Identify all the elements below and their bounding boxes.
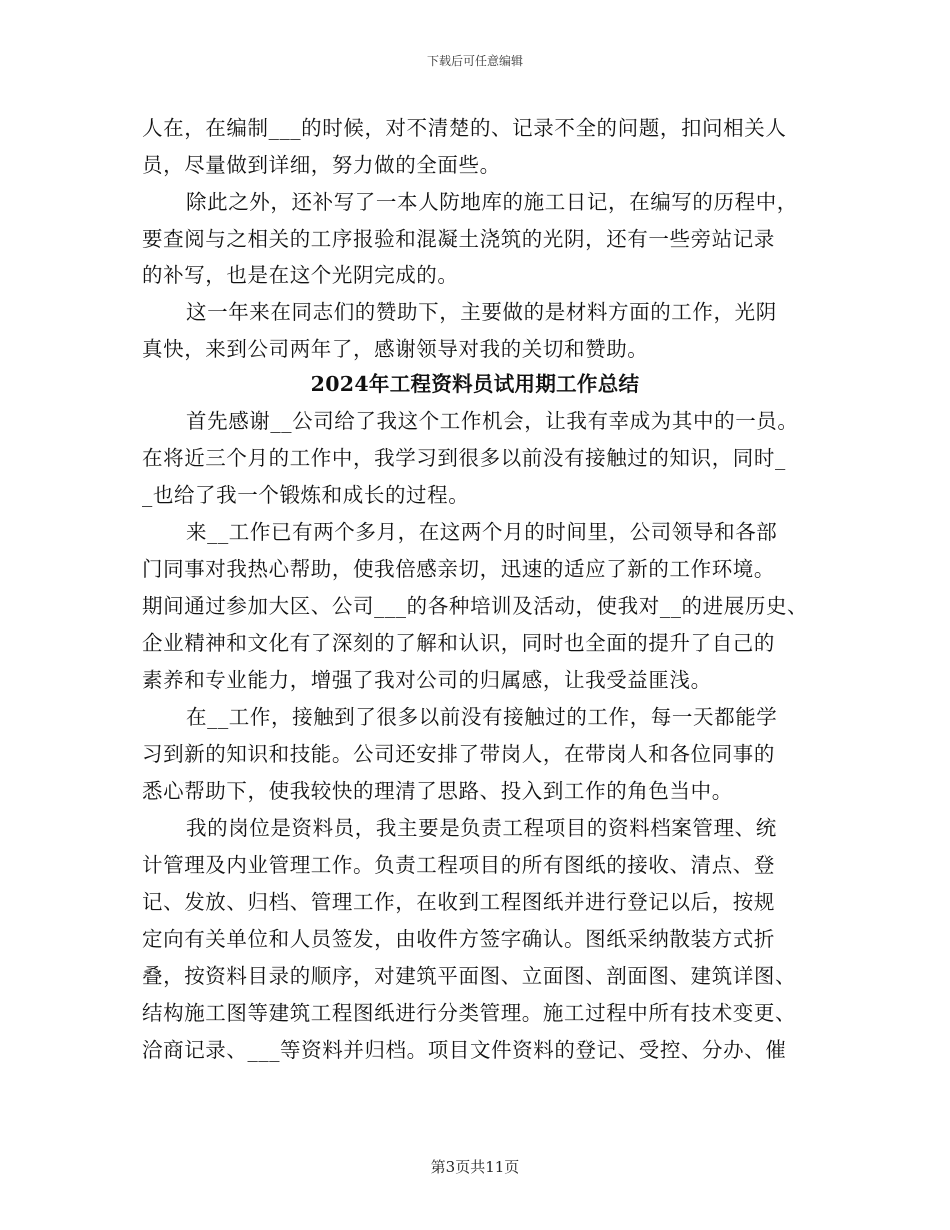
page-header: 下载后可任意编辑 xyxy=(426,54,523,68)
text-line: 期间通过参加大区、公司___的各种培训及活动，使我对__的进展历史、 xyxy=(142,594,809,618)
text-line: _也给了我一个锻炼和成长的过程。 xyxy=(142,483,470,507)
text-line: 人在，在编制___的时候，对不清楚的、记录不全的问题，扣问相关人 xyxy=(142,116,787,140)
text-line: 计管理及内业管理工作。负责工程项目的所有图纸的接收、清点、登 xyxy=(142,853,775,877)
text-line: 这一年来在同志们的赞助下，主要做的是材料方面的工作，光阴 xyxy=(186,300,777,324)
text-line: 在__工作，接触到了很多以前没有接触过的工作，每一天都能学 xyxy=(186,705,778,729)
text-line: 记、发放、归档、管理工作，在收到工程图纸并进行登记以后，按规 xyxy=(142,890,775,914)
text-line: 洽商记录、___等资料并归档。项目文件资料的登记、受控、分办、催 xyxy=(142,1038,787,1062)
text-line: 素养和专业能力，增强了我对公司的归属感，让我受益匪浅。 xyxy=(142,668,712,692)
text-line: 真快，来到公司两年了，感谢领导对我的关切和赞助。 xyxy=(142,337,649,361)
text-line: 习到新的知识和技能。公司还安排了带岗人，在带岗人和各位同事的 xyxy=(142,742,775,766)
text-line: 在将近三个月的工作中，我学习到很多以前没有接触过的知识，同时_ xyxy=(142,446,786,470)
text-line: 结构施工图等建筑工程图纸进行分类管理。施工过程中所有技术变更、 xyxy=(142,1001,797,1025)
text-line: 定向有关单位和人员签发，由收件方签字确认。图纸采纳散装方式折 xyxy=(142,927,775,951)
text-line: 首先感谢__公司给了我这个工作机会，让我有幸成为其中的一员。 xyxy=(186,409,799,433)
text-line: 除此之外，还补写了一本人防地库的施工日记，在编写的历程中， xyxy=(186,190,798,214)
text-line: 要查阅与之相关的工序报验和混凝土浇筑的光阴，还有一些旁站记录 xyxy=(142,227,775,251)
document-title: 2024年工程资料员试用期工作总结 xyxy=(310,372,640,396)
text-line: 的补写，也是在这个光阴完成的。 xyxy=(142,263,459,287)
text-line: 门同事对我热心帮助，使我倍感亲切，迅速的适应了新的工作环境。 xyxy=(142,557,775,581)
text-line: 员，尽量做到详细，努力做的全面些。 xyxy=(142,153,501,177)
page-footer: 第3页共11页 xyxy=(430,1158,520,1176)
text-line: 叠，按资料目录的顺序，对建筑平面图、立面图、剖面图、建筑详图、 xyxy=(142,964,797,988)
text-line: 悉心帮助下，使我较快的理清了思路、投入到工作的角色当中。 xyxy=(142,779,733,803)
text-line: 来__工作已有两个多月，在这两个月的时间里，公司领导和各部 xyxy=(186,520,778,544)
text-line: 企业精神和文化有了深刻的了解和认识，同时也全面的提升了自己的 xyxy=(142,631,775,655)
text-line: 我的岗位是资料员，我主要是负责工程项目的资料档案管理、统 xyxy=(186,816,777,840)
